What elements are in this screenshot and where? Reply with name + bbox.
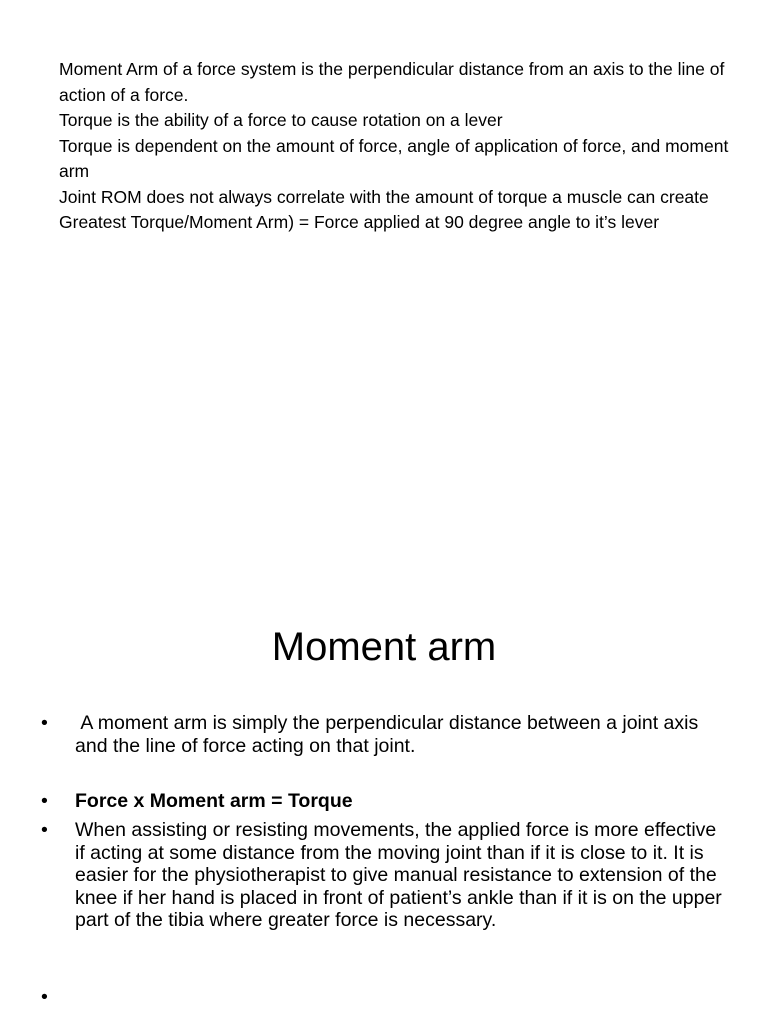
notes-block <box>59 57 739 236</box>
bullet-marker: • <box>41 986 48 1008</box>
note-moment-arm-definition: Moment Arm of a force system is the perpendicular distance from an axis to the line of action of a force. <box>59 59 725 105</box>
note-torque-dependencies: Torque is dependent on the amount of force, angle of application of force, and moment arm <box>59 135 729 181</box>
note-greatest-torque: Greatest Torque/Moment Arm) = Force applied at 90 degree angle to it’s lever <box>59 212 660 232</box>
note-joint-rom: Joint ROM does not always correlate with the amount of torque a muscle can create <box>59 186 709 207</box>
bullet-text: A moment arm is simply the perpendicular distance between a joint axis and the line of force acting on that joint. <box>75 712 704 757</box>
bullet-text: When assisting or resisting movements, the applied force is more effective if acting at some distance from the moving joint than if it is close to it. It is easier for the physiotherapist to give manual resistance to extension of the knee if her hand is placed in front of patient’s ankle than if it is on the upper part of the tibia where greater force is necessary. <box>75 819 722 931</box>
bullet-marker: • <box>41 712 48 734</box>
slide-title: Moment arm <box>271 625 497 669</box>
bullet-marker: • <box>41 790 48 812</box>
bullet-text-formula: Force x Moment arm = Torque <box>75 790 353 812</box>
note-torque-definition: Torque is the ability of a force to cause rotation on a lever <box>59 110 503 130</box>
bullet-marker: • <box>41 819 48 841</box>
